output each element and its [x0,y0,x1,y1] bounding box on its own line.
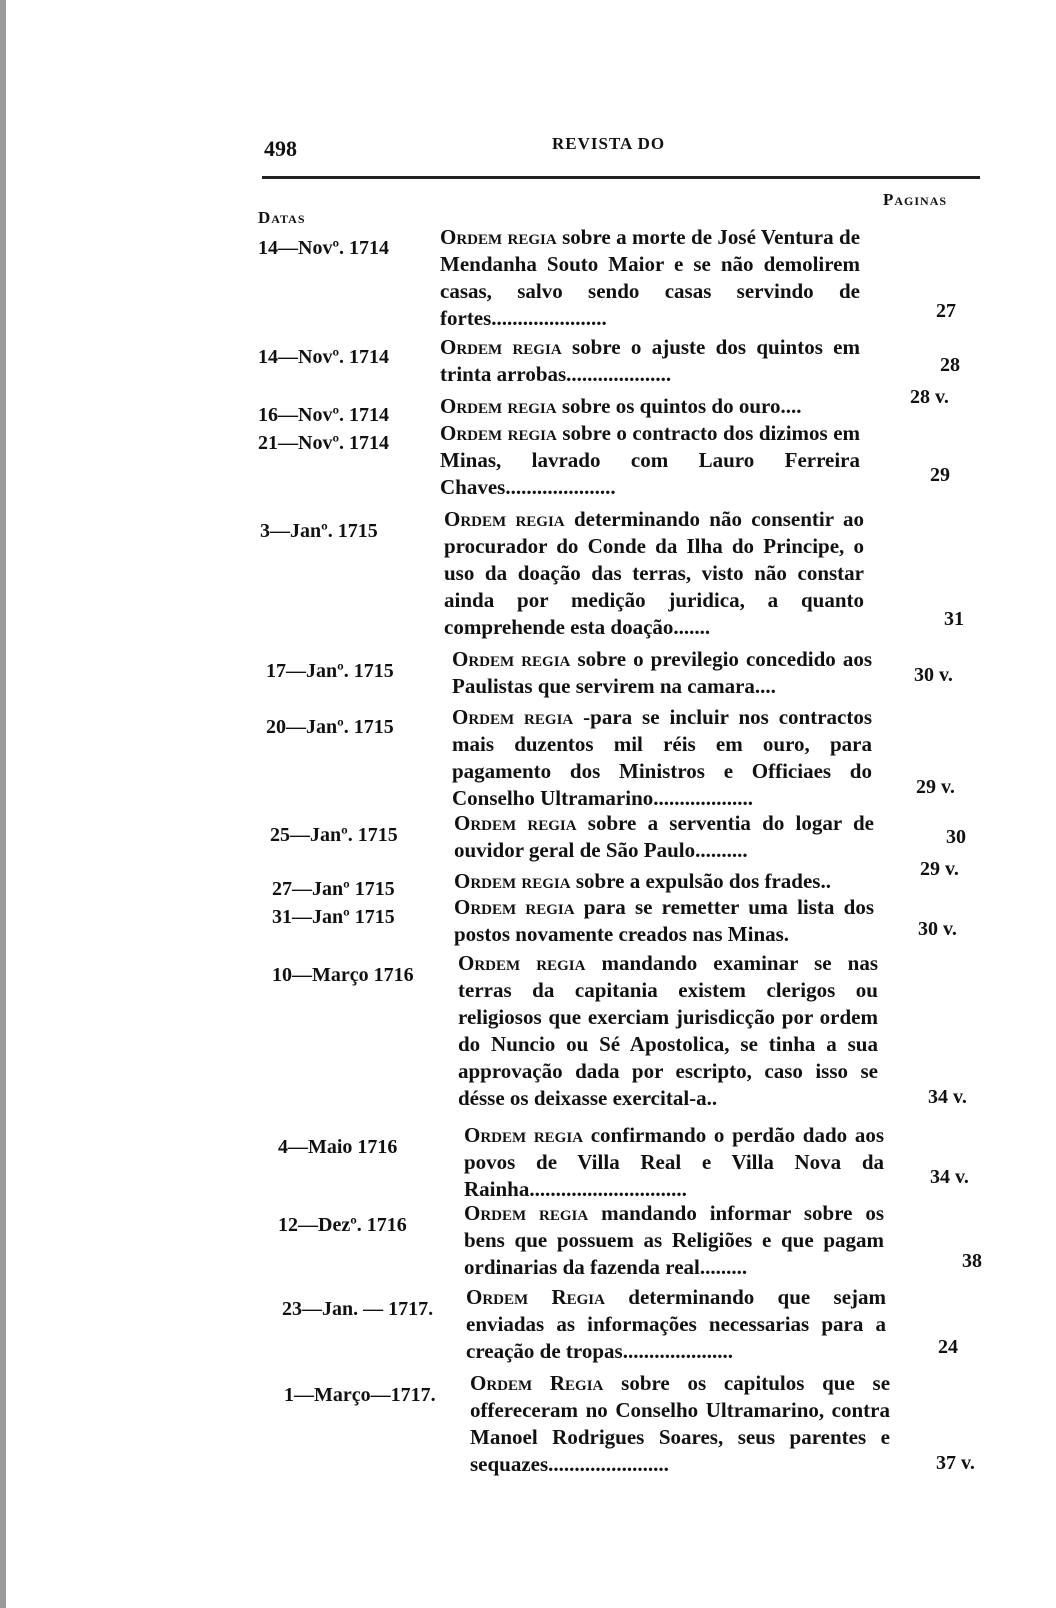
entry-date: 21—Novº. 1714 [258,432,390,454]
entry-lead: Ordem Regia [466,1285,605,1309]
entry-date: 10—Março 1716 [272,964,414,986]
entry-lead: Ordem regia [454,869,571,893]
entry-text [440,393,860,420]
dates-column-label: Datas [258,208,306,227]
entry-text [454,868,874,895]
entry-text [454,894,874,948]
running-title: REVISTA DO [552,134,666,153]
entry-date: 25—Janº. 1715 [270,824,398,846]
entry-text [470,1370,890,1478]
entry-page: 29 v. [920,858,959,880]
entry-page: 34 v. [928,1086,967,1108]
entry-body: para se remetter uma lista dos postos novamente creados nas Minas. [454,895,874,946]
entry-lead: Ordem regia [444,507,565,531]
entry-date: 16—Novº. 1714 [258,404,390,426]
entry-body: -para se incluir nos contractos mais duzentos mil réis em ouro, para pagamento dos Ministros e Officiaes do Conselho Ultramarino................... [452,705,873,810]
entry-page: 29 [930,464,950,486]
entry-date: 27—Janº 1715 [272,878,395,900]
entry-body: sobre a expulsão dos frades.. [575,869,831,893]
entry-date: 3—Janº. 1715 [260,520,378,542]
entry-lead: Ordem regia [454,811,577,835]
entry-body: sobre a serventia do logar de ouvidor geral de São Paulo.......... [454,811,875,862]
entry-body: sobre o ajuste dos quintos em trinta arrobas.................... [440,335,860,386]
page-number: 498 [264,136,297,161]
entry-date: 23—Jan. — 1717. [282,1298,434,1320]
entry-text [464,1200,884,1281]
entry-date: 14—Novº. 1714 [258,237,390,259]
entry-text [454,810,874,864]
page-edge [0,0,6,1608]
entry-lead: Ordem regia [440,421,557,445]
entry-body: sobre o contracto dos dizimos em Minas, lavrado com Lauro Ferreira Chaves..................... [440,421,861,499]
entry-date: 4—Maio 1716 [278,1136,398,1158]
header-rule [262,176,980,179]
entry-body: sobre a morte de José Ventura de Mendanha Souto Maior e se não demolirem casas, salvo sendo casas servindo de fortes...................... [440,225,861,330]
entry-text [452,646,872,700]
entry-body: determinando que sejam enviadas as informações necessarias para a creação de tropas..................... [466,1285,887,1363]
entry-page: 31 [944,608,964,630]
entry-text [452,704,872,812]
entry-text [440,224,860,332]
entry-body: sobre os capitulos que se offereceram no Conselho Ultramarino, contra Manoel Rodrigues Soares, seus parentes e sequazes....................... [470,1371,891,1476]
entry-page: 28 [940,354,960,376]
entry-date: 20—Janº. 1715 [266,716,394,738]
entry-page: 27 [936,300,956,322]
entry-body: confirmando o perdão dado aos povos de Villa Real e Villa Nova da Rainha.............................. [464,1123,884,1201]
entry-text [440,334,860,388]
entry-text [444,506,864,641]
entry-lead: Ordem regia [440,225,557,249]
entry-body: mandando informar sobre os bens que possuem as Religiões e que pagam ordinarias da fazenda real......... [464,1201,885,1279]
entry-page: 37 v. [936,1452,975,1474]
entry-date: 31—Janº 1715 [272,906,395,928]
entry-body: sobre os quintos do ouro.... [561,394,802,418]
entry-date: 12—Dezº. 1716 [278,1214,407,1236]
entry-page: 38 [962,1250,982,1272]
entry-lead: Ordem regia [440,335,562,359]
entry-text [458,950,878,1112]
entry-page: 30 v. [914,664,953,686]
entry-date: 1—Março—1717. [284,1384,436,1406]
entry-text [464,1122,884,1203]
entry-date: 17—Janº. 1715 [266,660,394,682]
entry-page: 29 v. [916,776,955,798]
entry-body: determinando não consentir ao procurador do Conde da Ilha do Principe, o uso da doação das terras, visto não constar ainda por medição juridica, a quanto comprehende esta doação....... [444,507,865,639]
entry-text [466,1284,886,1365]
entry-page: 30 [946,826,966,848]
pages-column-label: Paginas [883,190,948,209]
entry-lead: Ordem regia [440,394,557,418]
entry-lead: Ordem regia [454,895,575,919]
entry-lead: Ordem regia [452,647,571,671]
entry-lead: Ordem regia [452,705,574,729]
entry-lead: Ordem Regia [470,1371,604,1395]
entry-page: 30 v. [918,918,957,940]
entry-lead: Ordem regia [464,1123,584,1147]
entry-lead: Ordem regia [458,951,586,975]
entry-page: 24 [938,1336,958,1358]
entry-date: 14—Novº. 1714 [258,346,390,368]
entry-page: 28 v. [910,386,949,408]
entry-text [440,420,860,501]
entry-body: mandando examinar se nas terras da capitania existem clerigos ou religiosos que exerciam jurisdicção por ordem do Nuncio ou Sé Apostolica, se tinha a sua approvação dada por escripto, caso isso se désse os deixasse exercital-a.. [458,951,879,1110]
entry-page: 34 v. [930,1166,969,1188]
entry-lead: Ordem regia [464,1201,589,1225]
entry-body: sobre o previlegio concedido aos Paulistas que servirem na camara.... [452,647,873,698]
